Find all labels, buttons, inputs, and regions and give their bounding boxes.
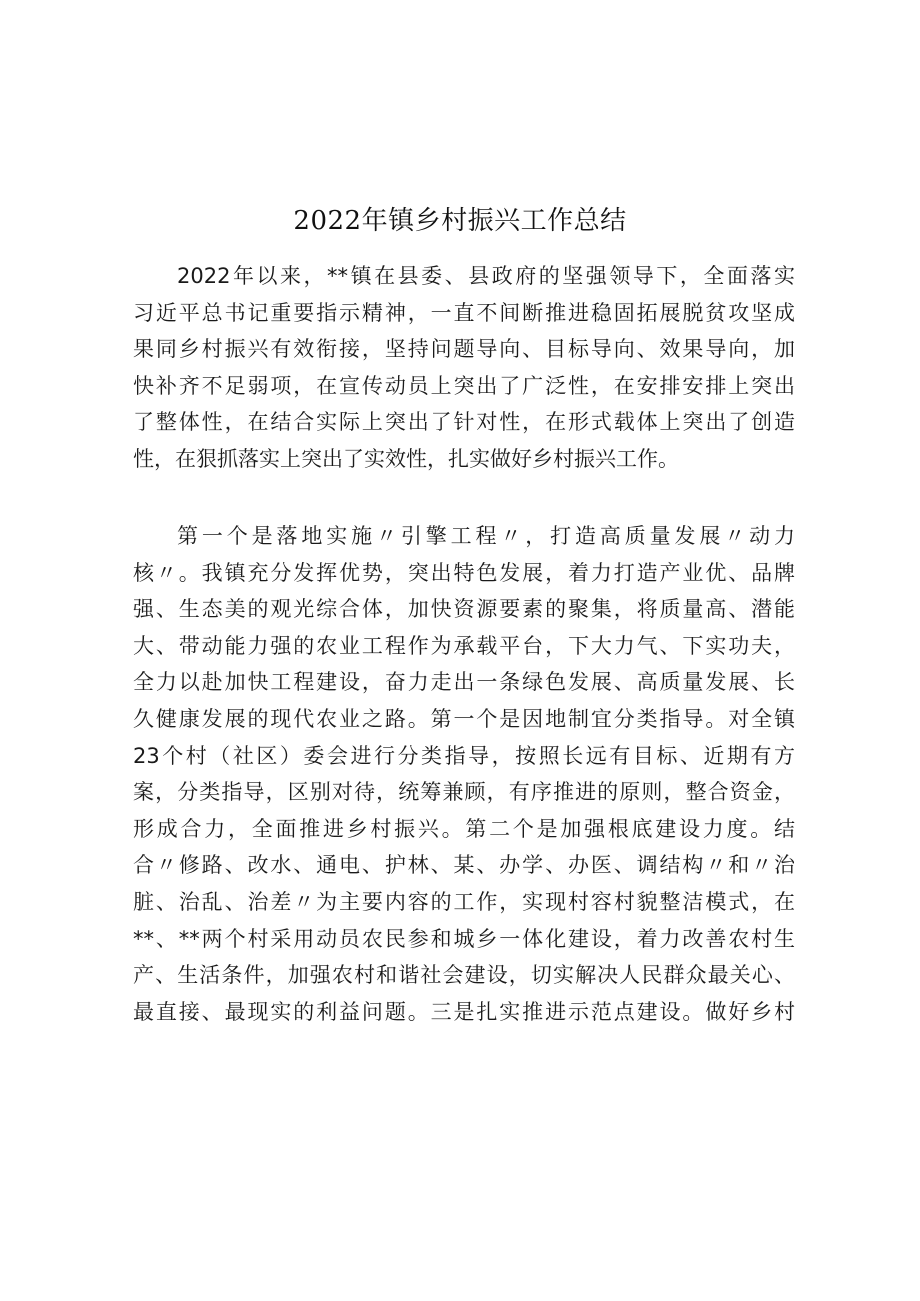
text-line: 果同乡村振兴有效衔接，坚持问题导向、目标导向、效果导向，加 xyxy=(133,337,795,362)
text-line: 形成合力，全面推进乡村振兴。第二个是加强根底建设力度。结 xyxy=(133,816,795,841)
text-line: 性，在狠抓落实上突出了实效性，扎实做好乡村振兴工作。 xyxy=(133,446,679,471)
text-line: 习近平总书记重要指示精神，一直不间断推进稳固拓展脱贫攻坚成 xyxy=(133,300,795,325)
text-line: 强、生态美的观光综合体，加快资源要素的聚集，将质量高、潜能 xyxy=(133,597,795,622)
text-line: 案，分类指导，区别对待，统筹兼顾，有序推进的原则，整合资金， xyxy=(133,780,795,805)
text-line: 全力以赴加快工程建设，奋力走出一条绿色发展、高质量发展、长 xyxy=(133,670,795,695)
text-line: 2022年以来，**镇在县委、县政府的坚强领导下，全面落实 xyxy=(177,264,795,288)
text-line: 了整体性，在结合实际上突出了针对性，在形式载体上突出了创造 xyxy=(133,410,795,435)
document-title: 2022年镇乡村振兴工作总结 xyxy=(293,206,627,236)
text-line: 核〃。我镇充分发挥优势，突出特色发展，着力打造产业优、品牌 xyxy=(133,560,795,585)
text-line: 大、带动能力强的农业工程作为承载平台，下大力气、下实功夫， xyxy=(133,633,795,658)
text-line: **、**两个村采用动员农民参和城乡一体化建设，着力改善农村生 xyxy=(133,926,795,951)
paragraph-2 xyxy=(133,518,795,1030)
text-line: 23个村（社区）委会进行分类指导，按照长远有目标、近期有方 xyxy=(133,743,795,768)
paragraph-1 xyxy=(133,258,795,478)
text-line: 第一个是落地实施〃引擎工程〃，打造高质量发展〃动力 xyxy=(177,524,795,548)
text-line: 脏、治乱、治差〃为主要内容的工作，实现村容村貌整洁模式，在 xyxy=(133,889,795,914)
text-line: 快补齐不足弱项，在宣传动员上突出了广泛性，在安排安排上突出 xyxy=(133,373,795,398)
text-line: 产、生活条件，加强农村和谐社会建设，切实解决人民群众最关心、 xyxy=(133,963,795,988)
text-line: 合〃修路、改水、通电、护林、某、办学、办医、调结构〃和〃治 xyxy=(133,853,795,878)
text-line: 最直接、最现实的利益问题。三是扎实推进示范点建设。做好乡村 xyxy=(133,999,795,1024)
text-line: 久健康发展的现代农业之路。第一个是因地制宜分类指导。对全镇 xyxy=(133,706,795,731)
